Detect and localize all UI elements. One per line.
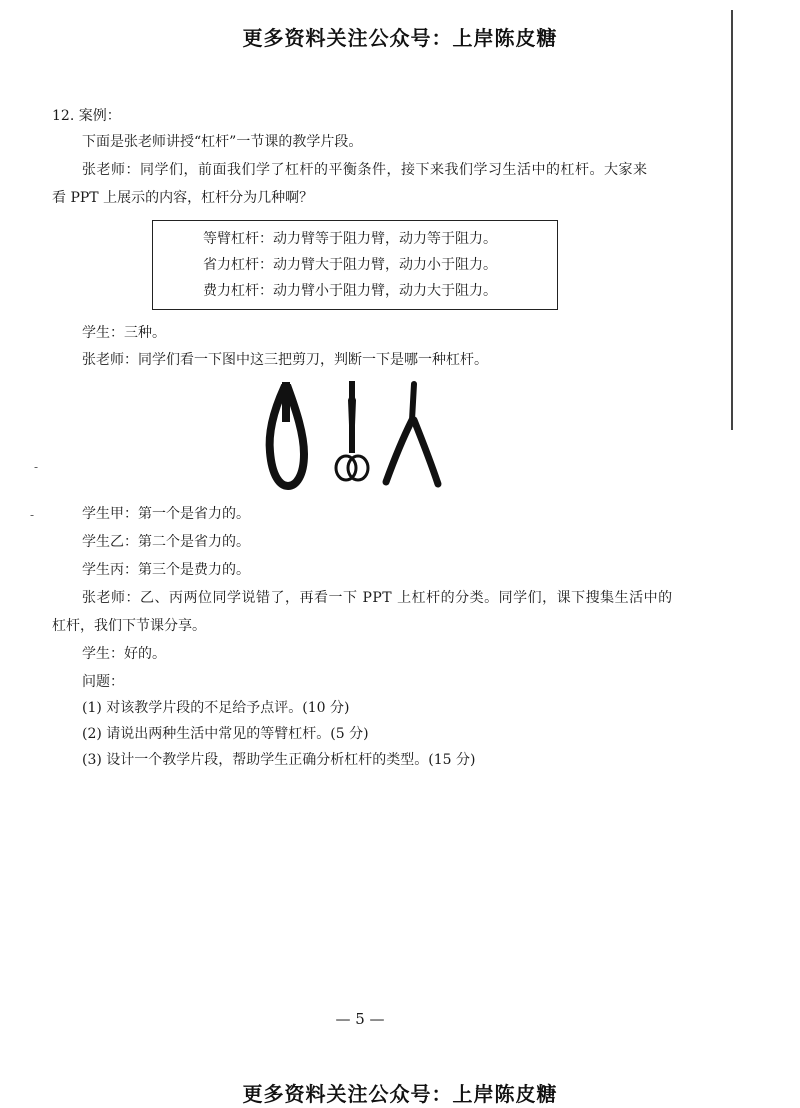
scan-edge-line xyxy=(731,10,733,430)
scissors-1-icon xyxy=(270,382,304,486)
question-heading: 12. 案例： xyxy=(52,108,121,124)
scan-mark-1: - xyxy=(34,460,39,474)
ppt-row-force-costing: 费力杠杆：动力臂小于阻力臂，动力大于阻力。 xyxy=(203,283,497,299)
sub-question-2: (2) 请说出两种生活中常见的等臂杠杆。(5 分) xyxy=(82,726,369,742)
teacher-line-1b: 看 PPT 上展示的内容，杠杆分为几种啊？ xyxy=(52,190,314,206)
watermark-bottom: 更多资料关注公众号：上岸陈皮糖 xyxy=(242,1082,558,1106)
sub-question-3: (3) 设计一个教学片段，帮助学生正确分析杠杆的类型。(15 分) xyxy=(82,752,476,768)
teacher-line-3b: 杠杆，我们下节课分享。 xyxy=(52,618,206,634)
questions-prompt: 问题： xyxy=(82,674,124,690)
student-b: 学生乙：第二个是省力的。 xyxy=(82,534,250,550)
watermark-top: 更多资料关注公众号：上岸陈皮糖 xyxy=(242,26,558,50)
student-c: 学生丙：第三个是费力的。 xyxy=(82,562,250,578)
scissors-2-icon xyxy=(336,382,368,480)
teacher-line-2: 张老师：同学们看一下图中这三把剪刀，判断一下是哪一种杠杆。 xyxy=(82,352,488,368)
student-answer-1: 学生：三种。 xyxy=(82,325,166,341)
sub-question-1: (1) 对该教学片段的不足给予点评。(10 分) xyxy=(82,700,350,716)
ppt-row-equal-arm: 等臂杠杆：动力臂等于阻力臂，动力等于阻力。 xyxy=(203,231,497,247)
ppt-box xyxy=(152,220,558,310)
intro-text: 下面是张老师讲授“杠杆”一节课的教学片段。 xyxy=(82,134,363,150)
student-a: 学生甲：第一个是省力的。 xyxy=(82,506,250,522)
scan-mark-2: - xyxy=(30,508,35,522)
page-number: — 5 — xyxy=(335,1010,385,1028)
scissors-illustration xyxy=(262,380,452,492)
student-answer-2: 学生：好的。 xyxy=(82,646,166,662)
teacher-line-1a: 张老师：同学们，前面我们学了杠杆的平衡条件，接下来我们学习生活中的杠杆。大家来 xyxy=(82,162,648,178)
scissors-3-icon xyxy=(386,384,438,484)
ppt-row-force-saving: 省力杠杆：动力臂大于阻力臂，动力小于阻力。 xyxy=(203,257,497,273)
teacher-line-3a: 张老师：乙、丙两位同学说错了，再看一下 PPT 上杠杆的分类。同学们，课下搜集生活中的 xyxy=(82,590,673,606)
